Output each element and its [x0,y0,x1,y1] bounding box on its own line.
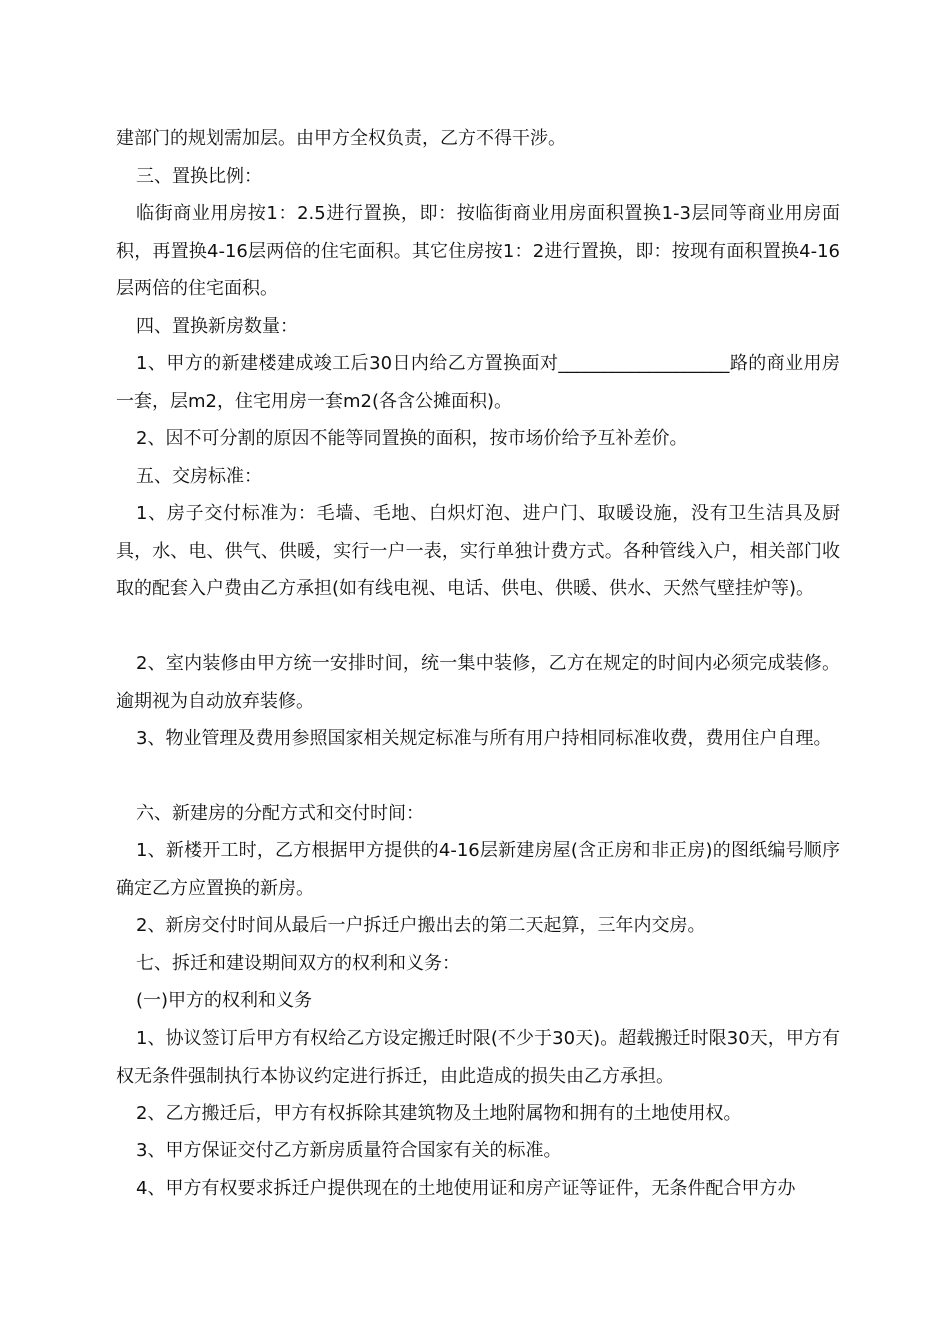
heading-section-5: 五、交房标准： [136,466,262,487]
paragraph-delivery-standard-3: 3、物业管理及费用参照国家相关规定标准与所有用户持相同标准收费，费用住户自理。 [136,728,832,749]
paragraph-delivery-standard-2: 2、室内装修由甲方统一安排时间，统一集中装修，乙方在规定的时间内必须完成装修。逾期视为自动放弃装修。 [116,653,840,712]
heading-section-6: 六、新建房的分配方式和交付时间： [136,803,424,824]
paragraph-party-a-right-4: 4、甲方有权要求拆迁户提供现在的土地使用证和房产证等证件，无条件配合甲方办 [136,1178,796,1199]
paragraph-party-a-right-3: 3、甲方保证交付乙方新房质量符合国家有关的标准。 [136,1140,562,1161]
paragraph-allocation-1: 1、新楼开工时，乙方根据甲方提供的4-16层新建房屋(含正房和非正房)的图纸编号顺序确定乙方应置换的新房。 [116,840,840,899]
paragraph-party-a-right-2: 2、乙方搬迁后，甲方有权拆除其建筑物及土地附属物和拥有的土地使用权。 [136,1103,742,1124]
heading-section-4: 四、置换新房数量： [136,316,298,337]
paragraph-continuation: 建部门的规划需加层。由甲方全权负责，乙方不得干涉。 [116,128,566,149]
paragraph-party-a-right-1: 1、协议签订后甲方有权给乙方设定搬迁时限(不少于30天)。超载搬迁时限30天，甲方有权无条件强制执行本协议约定进行拆迁，由此造成的损失由乙方承担。 [116,1028,840,1087]
heading-subsection-party-a: (一)甲方的权利和义务 [136,990,313,1011]
paragraph-new-house-quantity-1: 1、甲方的新建楼建成竣工后30日内给乙方置换面对___________________路的商业用房一套，层m2，住宅用房一套m2(各含公摊面积)。 [116,353,840,412]
paragraph-delivery-standard-1: 1、房子交付标准为：毛墙、毛地、白炽灯泡、进户门、取暖设施，没有卫生洁具及厨具，水、电、供气、供暖，实行一户一表，实行单独计费方式。各种管线入户，相关部门收取的配套入户费由乙方承担(如有线电视、电话、供电、供暖、供水、天然气壁挂炉等)。 [116,503,840,599]
heading-section-7: 七、拆迁和建设期间双方的权利和义务： [136,953,460,974]
paragraph-replacement-ratio: 临街商业用房按1：2.5进行置换，即：按临街商业用房面积置换1-3层同等商业用房面积，再置换4-16层两倍的住宅面积。其它住房按1：2进行置换，即：按现有面积置换4-16层两倍的住宅面积。 [116,203,840,299]
paragraph-allocation-2: 2、新房交付时间从最后一户拆迁户搬出去的第二天起算，三年内交房。 [136,915,706,936]
paragraph-new-house-quantity-2: 2、因不可分割的原因不能等同置换的面积，按市场价给予互补差价。 [136,428,688,449]
heading-section-3: 三、置换比例： [136,166,262,187]
